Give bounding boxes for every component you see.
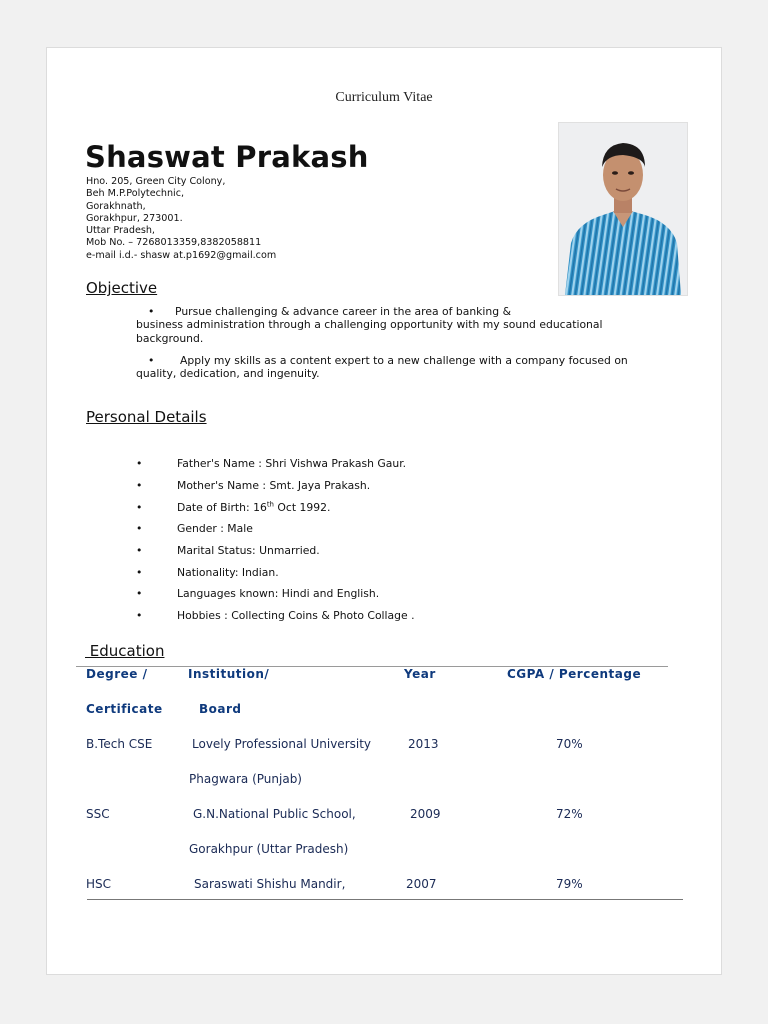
column-header-degree: Degree /	[86, 667, 148, 681]
person-photo-icon	[559, 123, 687, 295]
dob-label: Date of Birth: 16	[177, 500, 267, 514]
table-cell-institution-2: Gorakhpur (Uttar Pradesh)	[189, 842, 349, 856]
bullet-icon: •	[136, 500, 143, 514]
document-title: Curriculum Vitae	[335, 90, 433, 105]
table-cell-institution: Lovely Professional University	[192, 737, 372, 751]
contact-block	[86, 176, 276, 262]
personal-details-list	[136, 453, 415, 627]
bullet-icon: •	[148, 354, 155, 367]
objective-bullet	[136, 354, 656, 381]
objective-heading: Objective	[86, 279, 158, 297]
detail-text	[177, 501, 330, 514]
objective-text: Apply my skills as a content expert to a new challenge with a company focused on	[180, 354, 628, 367]
objective-bullet-first-line	[136, 354, 656, 367]
column-header-year: Year	[404, 667, 436, 681]
table-cell-percentage: 70%	[556, 737, 583, 751]
table-cell-percentage: 72%	[556, 807, 583, 821]
bullet-icon: •	[136, 609, 143, 623]
cv-page	[46, 47, 722, 975]
education-heading: Education	[85, 642, 165, 660]
email-line: e-mail i.d.- shasw at.p1692@gmail.com	[86, 249, 277, 261]
table-bottom-rule	[87, 899, 683, 900]
address-line: Gorakhpur, 273001.	[86, 212, 183, 224]
list-item	[136, 561, 415, 583]
table-cell-degree: HSC	[86, 877, 112, 891]
list-item	[136, 475, 415, 497]
detail-text: Marital Status: Unmarried.	[177, 544, 320, 558]
list-item	[136, 583, 415, 605]
objective-bullet-first-line	[136, 305, 656, 318]
address-line: Hno. 205, Green City Colony,	[86, 176, 226, 187]
bullet-icon: •	[136, 457, 143, 471]
objective-text-rest: business administration through a challenging opportunity with my sound educational background.	[136, 318, 603, 345]
table-cell-degree: B.Tech CSE	[86, 737, 153, 751]
detail-text: Languages known: Hindi and English.	[177, 587, 380, 601]
table-cell-year: 2007	[406, 877, 437, 891]
address-line: Gorakhnath,	[86, 200, 146, 212]
list-item	[136, 496, 415, 518]
list-item	[136, 453, 415, 475]
column-header-cgpa: CGPA / Percentage	[507, 667, 642, 681]
phone-line: Mob No. – 7268013359,8382058811	[86, 237, 262, 249]
personal-details-heading: Personal Details	[86, 408, 207, 426]
table-cell-percentage: 79%	[556, 877, 583, 891]
bullet-icon: •	[136, 479, 143, 493]
dob-suffix: th	[266, 500, 274, 509]
detail-text: Mother's Name : Smt. Jaya Prakash.	[177, 479, 371, 493]
bullet-icon: •	[136, 565, 143, 579]
objective-text-rest: quality, dedication, and ingenuity.	[136, 367, 320, 381]
column-header-degree-2: Certificate	[86, 702, 163, 716]
list-item	[136, 540, 415, 562]
objective-text: Pursue challenging & advance career in the area of banking &	[175, 305, 511, 318]
detail-text: Hobbies : Collecting Coins & Photo Collage .	[177, 609, 415, 623]
column-header-institution-2: Board	[199, 702, 242, 716]
dob-rest: Oct 1992.	[274, 500, 331, 514]
bullet-icon: •	[136, 544, 143, 558]
column-header-institution: Institution/	[188, 667, 270, 681]
table-cell-year: 2013	[408, 737, 439, 751]
detail-text: Gender : Male	[177, 522, 253, 536]
candidate-name: Shaswat Prakash	[85, 140, 369, 174]
table-cell-year: 2009	[410, 807, 441, 821]
detail-text: Father's Name : Shri Vishwa Prakash Gaur.	[177, 457, 407, 471]
bullet-icon: •	[148, 305, 155, 318]
address-line: Uttar Pradesh,	[86, 225, 155, 237]
list-item	[136, 518, 415, 540]
bullet-icon: •	[136, 522, 143, 536]
table-cell-degree: SSC	[86, 807, 110, 821]
profile-photo	[558, 122, 688, 296]
address-line: Beh M.P.Polytechnic,	[86, 188, 185, 200]
detail-text: Nationality: Indian.	[177, 565, 279, 579]
table-cell-institution-2: Phagwara (Punjab)	[189, 772, 302, 786]
table-cell-institution: G.N.National Public School,	[193, 807, 356, 821]
bullet-icon: •	[136, 587, 143, 601]
table-cell-institution: Saraswati Shishu Mandir,	[194, 877, 346, 891]
list-item	[136, 605, 415, 627]
objective-bullet	[136, 305, 656, 345]
